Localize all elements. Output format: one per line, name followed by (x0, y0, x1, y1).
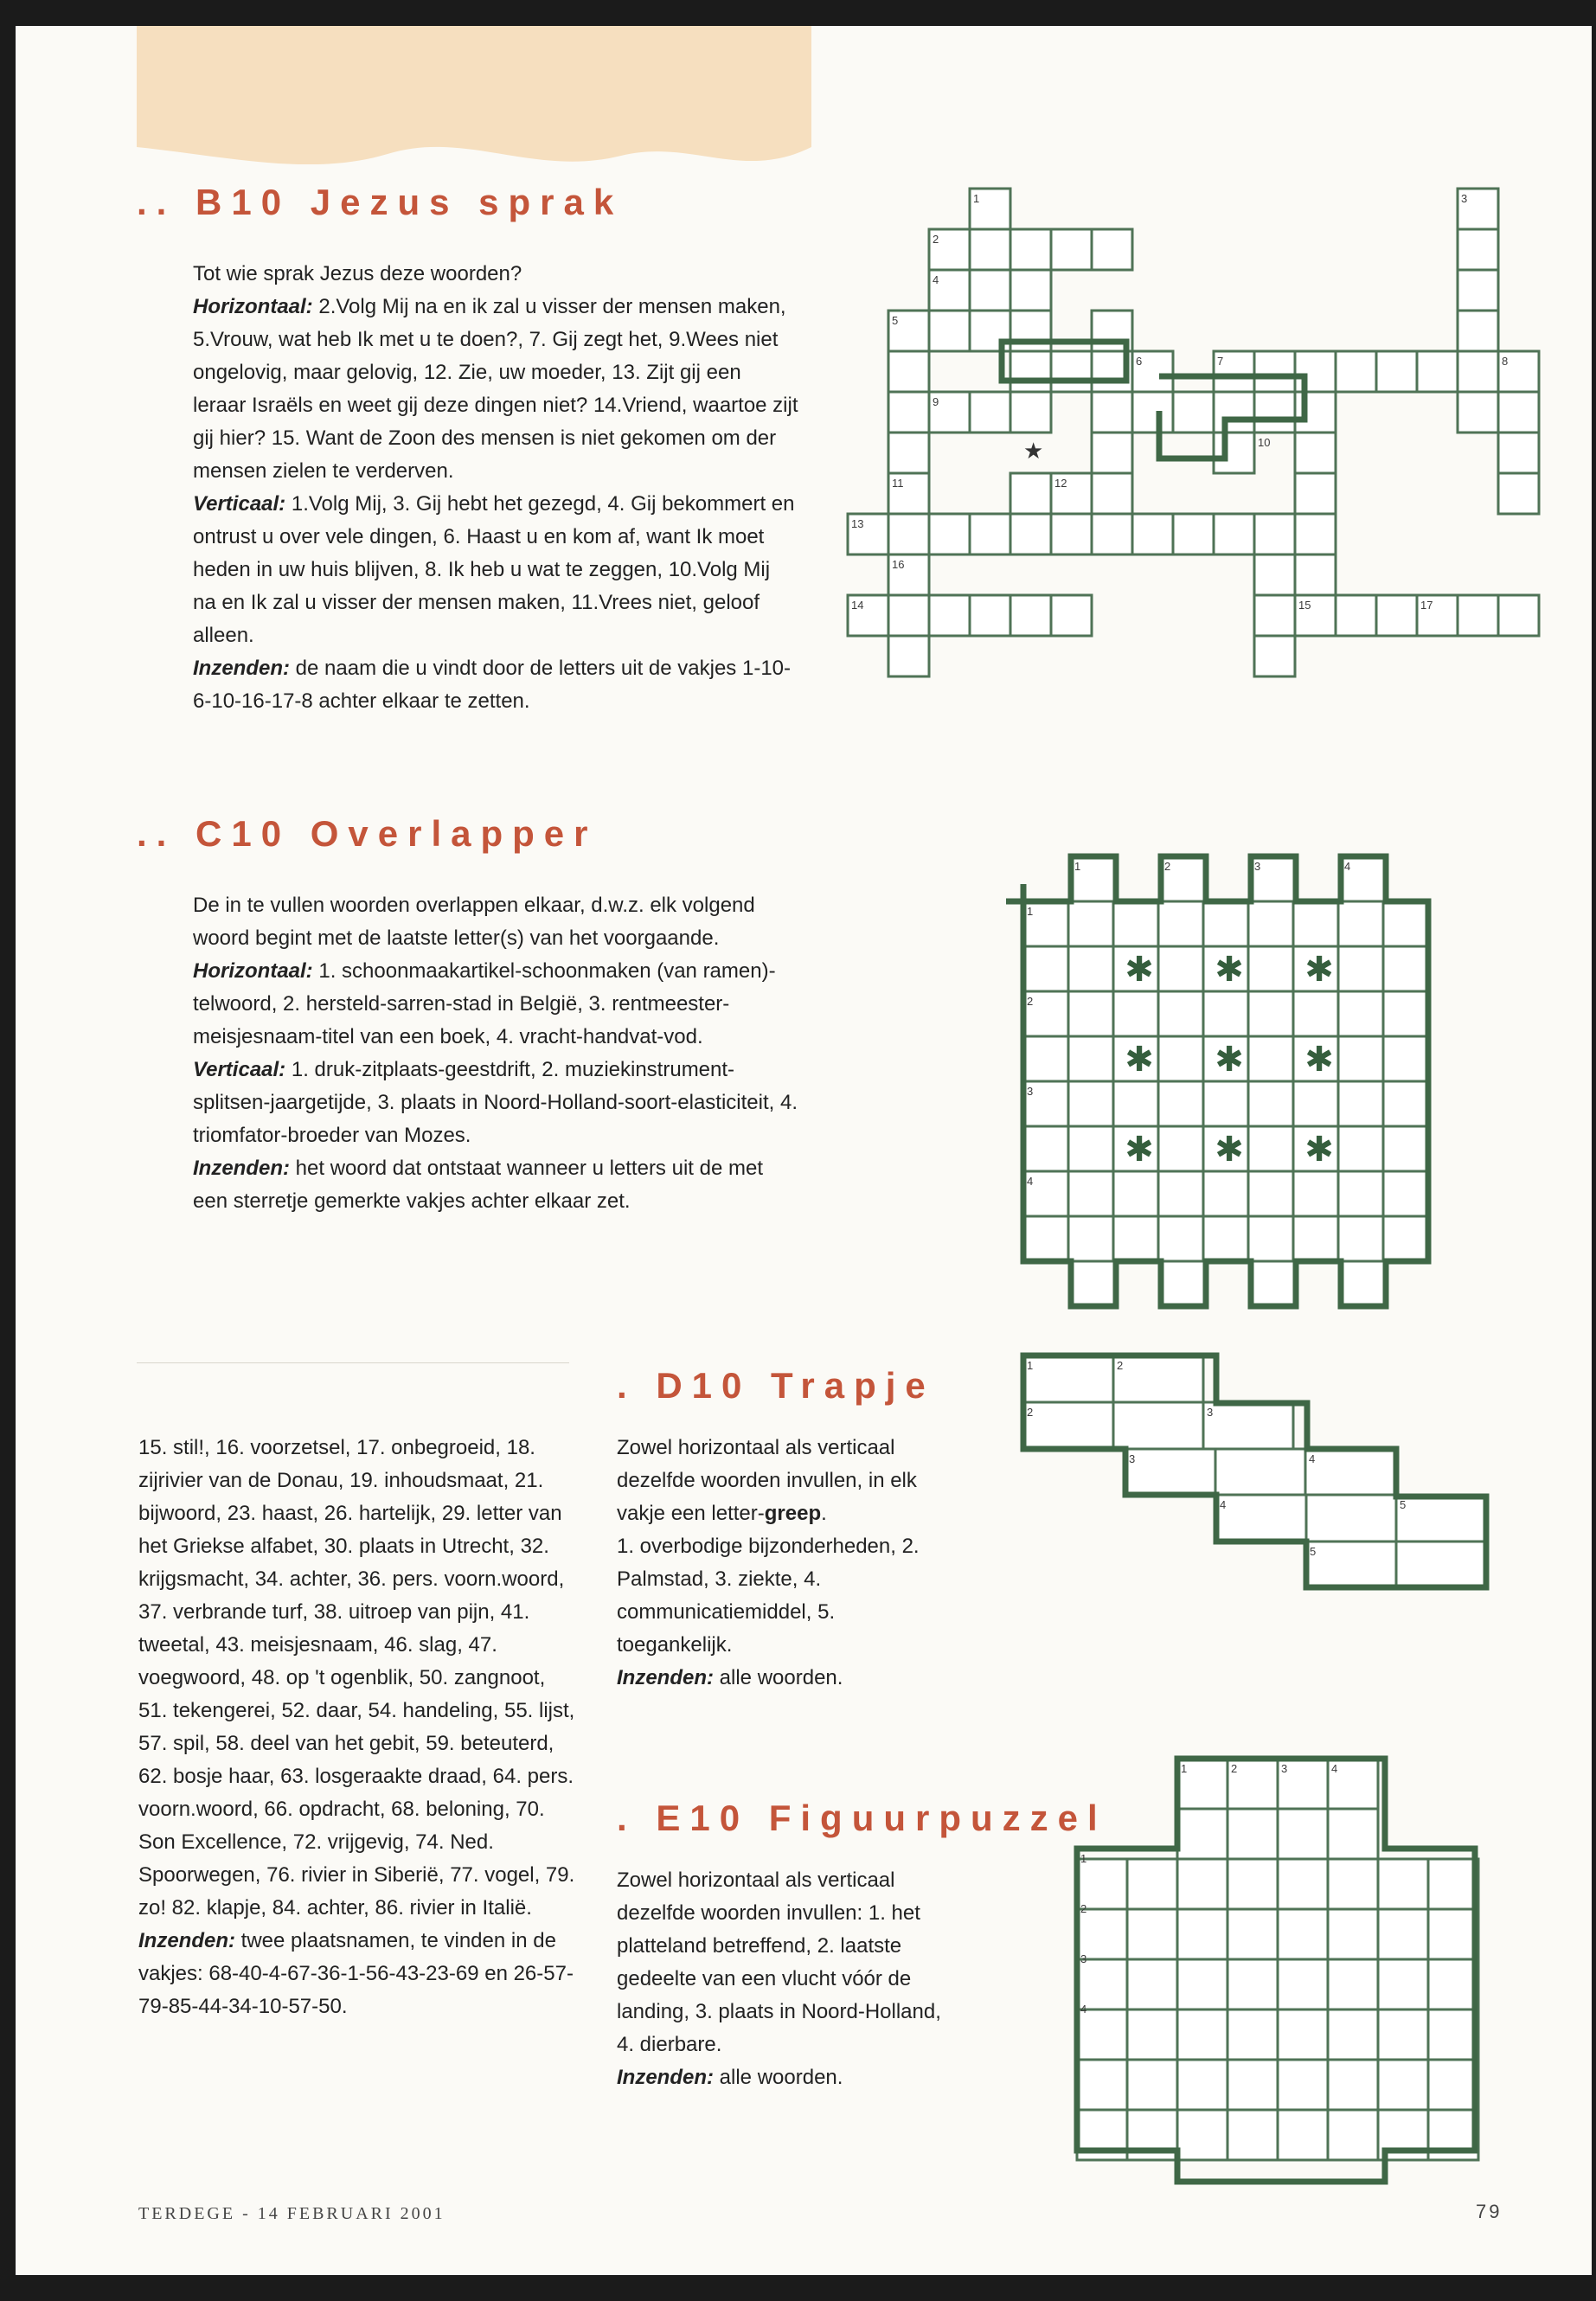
cell-number: 16 (892, 558, 905, 571)
b10-cell[interactable] (1010, 270, 1051, 311)
e10-cell[interactable] (1127, 1959, 1177, 2009)
asterisk-icon: ✱ (1304, 950, 1334, 990)
d10-title: . D10 Trapje (617, 1365, 935, 1406)
c10-cell[interactable] (1338, 1036, 1383, 1081)
b10-cell[interactable] (1254, 514, 1295, 554)
cell-number: 4 (1080, 2003, 1087, 2016)
cell-number: 9 (933, 395, 939, 408)
e10-cell[interactable] (1127, 1909, 1177, 1959)
c10-cell[interactable] (1113, 1216, 1158, 1261)
c10-cell[interactable] (1203, 1081, 1248, 1126)
cell-number: 7 (1217, 355, 1224, 368)
cell-number: 3 (1080, 1952, 1087, 1965)
b10-cell[interactable] (888, 636, 929, 676)
b10-star-icon: ★ (1023, 439, 1044, 465)
e10-cell[interactable] (1378, 2009, 1428, 2060)
e10-cell[interactable] (1278, 1909, 1328, 1959)
c10-cell[interactable] (1113, 901, 1158, 946)
e10-cell[interactable] (1227, 2110, 1278, 2160)
e10-cell[interactable] (1278, 1809, 1328, 1859)
c10-cell[interactable] (1293, 991, 1338, 1036)
cell-number: 3 (1027, 1085, 1034, 1098)
cell-number: 8 (1502, 355, 1509, 368)
b10-crossword-grid[interactable] (829, 182, 1521, 770)
b10-cell[interactable] (1173, 392, 1214, 433)
prev-clues: 15. stil!, 16. voorzetsel, 17. onbegroeid, 18. zijrivier van de Donau, 19. inhoudsmaat, 21. bijwoord, 23. haast, 26. hartelijk, 29. letter van het Griekse alfabet, 30. plaats in Utrecht, 32. krijgsmacht, 34. achter, 36. pers. voorn.woord, 37. verbrande turf, 38. uitroep van pijn, 41. tweetal, 43. meisjesnaam, 46. slag, 47. voegwoord, 48. op 't ogenblik, 50. zangnoot, 51. tekengerei, 52. daar, 54. handeling, 55. lijst, 57. spil, 58. deel van het gebit, 59. beteuterd, 62. bosje haar, 63. losgeraakte draad, 64. pers. voorn.woord, 66. opdracht, 68. beloning, 70. Son Excellence, 72. vrijgevig, 74. Ned. Spoorwegen, 76. rivier in Siberië, 77. vogel, 79. zo! 82. klapje, 84. achter, 86. rivier in Italië. (138, 1436, 575, 1920)
c10-cell[interactable] (1293, 901, 1338, 946)
d10-submit-label: Inzenden: (617, 1666, 714, 1689)
cell-number: 3 (1281, 1762, 1288, 1775)
b10-cell[interactable] (1295, 514, 1336, 554)
c10-cell[interactable] (1383, 991, 1428, 1036)
e10-cell[interactable] (1278, 2110, 1328, 2160)
c10-cell[interactable] (1293, 1081, 1338, 1126)
e10-cell[interactable] (1328, 1859, 1378, 1909)
d10-intro: Zowel horizontaal als verticaal dezelfde woorden invullen, in elk vakje een letter- (617, 1436, 917, 1525)
c10-cell[interactable] (1158, 1036, 1203, 1081)
b10-cell[interactable] (1092, 514, 1132, 554)
c10-cell[interactable] (1068, 1171, 1113, 1216)
asterisk-icon: ✱ (1304, 1040, 1334, 1080)
b10-cell[interactable] (1458, 392, 1498, 433)
e10-cell[interactable] (1328, 1959, 1378, 2009)
b10-cell[interactable] (1254, 351, 1295, 392)
column-divider (137, 1362, 569, 1363)
e10-text (617, 1864, 945, 2094)
b10-cell[interactable] (1010, 595, 1051, 636)
b10-cell[interactable] (1498, 433, 1539, 473)
d10-cell[interactable] (1306, 1495, 1396, 1541)
e10-cell[interactable] (1278, 1859, 1328, 1909)
b10-cell[interactable] (1051, 229, 1092, 270)
cell-number: 4 (1027, 1175, 1034, 1188)
c10-cell[interactable] (1248, 991, 1293, 1036)
c10-cell[interactable] (1158, 946, 1203, 991)
cell-number: 13 (851, 517, 864, 530)
e10-cell[interactable] (1328, 2060, 1378, 2110)
c10-cell[interactable] (1338, 991, 1383, 1036)
cell-number: 6 (1136, 355, 1143, 368)
e10-cell[interactable] (1378, 1859, 1428, 1909)
e10-cell[interactable] (1177, 1909, 1227, 1959)
e10-figuurpuzzel-grid[interactable] (1062, 1756, 1486, 2189)
c10-horizontal-label: Horizontaal: (193, 959, 313, 983)
b10-cell[interactable] (1458, 351, 1498, 392)
b10-cell[interactable] (1051, 514, 1092, 554)
c10-submit-label: Inzenden: (193, 1157, 290, 1180)
e10-cell[interactable] (1378, 1959, 1428, 2009)
c10-cell[interactable] (1068, 946, 1113, 991)
c10-cell[interactable] (1071, 1261, 1116, 1306)
c10-cell[interactable] (1248, 1216, 1293, 1261)
b10-submit-label: Inzenden: (193, 657, 290, 680)
b10-cell[interactable] (1254, 392, 1295, 433)
b10-cell[interactable] (970, 514, 1010, 554)
b10-cell[interactable] (1051, 595, 1092, 636)
cell-number: 4 (1344, 860, 1351, 873)
d10-cell[interactable] (1125, 1449, 1215, 1496)
asterisk-icon: ✱ (1215, 1040, 1244, 1080)
b10-cell[interactable] (1336, 351, 1376, 392)
cell-number: 15 (1298, 599, 1311, 612)
cell-number: 4 (933, 273, 939, 286)
e10-cell[interactable] (1177, 1859, 1227, 1909)
cell-number: 12 (1054, 477, 1067, 490)
c10-cell[interactable] (1293, 1171, 1338, 1216)
cell-number: 2 (1027, 1406, 1034, 1419)
e10-cell[interactable] (1428, 1909, 1478, 1959)
page-number: 79 (1476, 2201, 1503, 2222)
b10-cell[interactable] (1295, 351, 1336, 392)
c10-cell[interactable] (1023, 946, 1068, 991)
b10-cell[interactable] (888, 351, 929, 392)
d10-cell[interactable] (1396, 1541, 1486, 1588)
c10-cell[interactable] (1248, 1171, 1293, 1216)
b10-intro: Tot wie sprak Jezus deze woorden? (193, 262, 522, 285)
d10-clues: 1. overbodige bijzonderheden, 2. Palmstad, 3. ziekte, 4. communicatiemiddel, 5. toegankelijk. (617, 1535, 920, 1657)
cell-number: 3 (1254, 860, 1261, 873)
c10-cell[interactable] (1068, 991, 1113, 1036)
c10-cell[interactable] (1068, 1216, 1113, 1261)
b10-cell[interactable] (1010, 473, 1051, 514)
cell-number: 5 (892, 314, 899, 327)
b10-cell[interactable] (1295, 554, 1336, 595)
e10-cell[interactable] (1227, 1809, 1278, 1859)
c10-cell[interactable] (1383, 901, 1428, 946)
b10-cell[interactable] (929, 514, 970, 554)
c10-cell[interactable] (1161, 1261, 1206, 1306)
d10-intro-end: . (821, 1502, 827, 1525)
b10-cell[interactable] (1010, 351, 1051, 392)
c10-title: .. C10 Overlapper (137, 813, 598, 854)
asterisk-icon: ✱ (1125, 1040, 1154, 1080)
b10-cell[interactable] (1295, 433, 1336, 473)
b10-cell[interactable] (1092, 433, 1132, 473)
c10-cell[interactable] (1158, 901, 1203, 946)
b10-cell[interactable] (1254, 595, 1295, 636)
c10-submit-text: het woord dat ontstaat wanneer u letters uit de met een sterretje gemerkte vakjes achter elkaar zet. (193, 1157, 763, 1213)
cell-number: 5 (1400, 1498, 1407, 1511)
b10-cell[interactable] (1458, 311, 1498, 351)
b10-cell[interactable] (1132, 392, 1173, 433)
cell-number: 2 (1117, 1359, 1124, 1372)
e10-cell[interactable] (1328, 2110, 1378, 2160)
cell-number: 3 (1461, 192, 1468, 205)
b10-cell[interactable] (970, 392, 1010, 433)
e10-cell[interactable] (1077, 2009, 1127, 2060)
cell-number: 5 (1310, 1545, 1317, 1558)
c10-cell[interactable] (1383, 1216, 1428, 1261)
cell-number: 3 (1129, 1452, 1136, 1465)
c10-cell[interactable] (1203, 1216, 1248, 1261)
asterisk-icon: ✱ (1125, 1130, 1154, 1170)
cell-number: 11 (892, 477, 904, 490)
e10-cell[interactable] (1227, 1859, 1278, 1909)
e10-cell[interactable] (1227, 1909, 1278, 1959)
c10-cell[interactable] (1023, 1126, 1068, 1171)
asterisk-icon: ✱ (1215, 1130, 1244, 1170)
d10-cell[interactable] (1023, 1402, 1113, 1449)
d10-intro-bold: greep (764, 1502, 822, 1525)
c10-cell[interactable] (1338, 1171, 1383, 1216)
c10-cell[interactable] (1383, 1081, 1428, 1126)
c10-overlapper-grid[interactable] (1006, 843, 1447, 1302)
c10-cell[interactable] (1248, 946, 1293, 991)
magazine-page (16, 26, 1592, 2275)
header-banner (137, 26, 811, 164)
cell-number: 17 (1420, 599, 1433, 612)
c10-cell[interactable] (1203, 901, 1248, 946)
c10-cell[interactable] (1383, 1171, 1428, 1216)
e10-cell[interactable] (1227, 2009, 1278, 2060)
c10-cell[interactable] (1023, 1216, 1068, 1261)
b10-cell[interactable] (1458, 229, 1498, 270)
b10-cell[interactable] (929, 595, 970, 636)
b10-cell[interactable] (1092, 229, 1132, 270)
c10-cell[interactable] (1203, 1171, 1248, 1216)
b10-cell[interactable] (888, 595, 929, 636)
cell-number: 1 (1027, 905, 1034, 918)
e10-cell[interactable] (1227, 2060, 1278, 2110)
cell-number: 1 (1181, 1762, 1188, 1775)
e10-cell[interactable] (1177, 2060, 1227, 2110)
b10-cell[interactable] (1214, 514, 1254, 554)
e10-cell[interactable] (1127, 2060, 1177, 2110)
b10-submit-text: de naam die u vindt door de letters uit de vakjes 1-10-6-10-16-17-8 achter elkaar te zetten. (193, 657, 792, 713)
c10-cell[interactable] (1383, 1036, 1428, 1081)
e10-cell[interactable] (1428, 2060, 1478, 2110)
cell-number: 10 (1258, 436, 1271, 449)
cell-number: 2 (933, 233, 939, 246)
b10-cell[interactable] (1173, 514, 1214, 554)
prev-clues-text (138, 1432, 580, 2023)
c10-cell[interactable] (1248, 1126, 1293, 1171)
b10-cell[interactable] (1092, 392, 1132, 433)
c10-cell[interactable] (1158, 1171, 1203, 1216)
e10-intro: Zowel horizontaal als verticaal dezelfde woorden invullen: 1. het platteland betreffend, 2. laatste gedeelte van een vlucht vóór de landing, 3. plaats in Noord-Holland, 4. dierbare. (617, 1868, 941, 2056)
d10-cell[interactable] (1396, 1495, 1486, 1541)
b10-cell[interactable] (1295, 392, 1336, 433)
b10-cell[interactable] (929, 311, 970, 351)
c10-cell[interactable] (1251, 1261, 1296, 1306)
e10-cell[interactable] (1278, 2060, 1328, 2110)
b10-cell[interactable] (1498, 473, 1539, 514)
b10-cell[interactable] (888, 514, 929, 554)
cell-number: 1 (1074, 860, 1081, 873)
c10-cell[interactable] (1113, 1171, 1158, 1216)
asterisk-icon: ✱ (1215, 950, 1244, 990)
c10-cell[interactable] (1068, 1081, 1113, 1126)
e10-cell[interactable] (1278, 2009, 1328, 2060)
cell-number: 2 (1231, 1762, 1238, 1775)
c10-cell[interactable] (1068, 901, 1113, 946)
asterisk-icon: ✱ (1125, 950, 1154, 990)
d10-submit-text: alle woorden. (719, 1666, 843, 1689)
e10-cell[interactable] (1177, 1809, 1227, 1859)
c10-vertical-clues: 1. druk-zitplaats-geestdrift, 2. muziekinstrument-splitsen-jaargetijde, 3. plaats in Noord-Holland-soort-elasticiteit, 4. triomfator-broeder van Mozes. (193, 1058, 798, 1147)
b10-cell[interactable] (970, 229, 1010, 270)
c10-vertical-label: Verticaal: (193, 1058, 286, 1081)
c10-cell[interactable] (1338, 901, 1383, 946)
c10-cell[interactable] (1203, 991, 1248, 1036)
b10-cell[interactable] (888, 392, 929, 433)
asterisk-icon: ✱ (1304, 1130, 1334, 1170)
d10-cell[interactable] (1023, 1356, 1113, 1402)
cell-number: 4 (1331, 1762, 1338, 1775)
prev-submit-label: Inzenden: (138, 1929, 235, 1952)
e10-submit-label: Inzenden: (617, 2066, 714, 2089)
d10-cell[interactable] (1203, 1402, 1293, 1449)
d10-cell[interactable] (1113, 1356, 1203, 1402)
cell-number: 3 (1207, 1406, 1214, 1419)
c10-cell[interactable] (1068, 1036, 1113, 1081)
c10-cell[interactable] (1293, 1216, 1338, 1261)
b10-cell[interactable] (970, 595, 1010, 636)
e10-cell[interactable] (1077, 2060, 1127, 2110)
b10-cell[interactable] (1214, 392, 1254, 433)
cell-number: 2 (1164, 860, 1171, 873)
e10-cell[interactable] (1278, 1959, 1328, 2009)
c10-cell[interactable] (1248, 1036, 1293, 1081)
b10-cell[interactable] (1051, 351, 1092, 392)
c10-cell[interactable] (1248, 1081, 1293, 1126)
b10-cell[interactable] (1254, 636, 1295, 676)
e10-cell[interactable] (1328, 2009, 1378, 2060)
e10-cell[interactable] (1428, 2009, 1478, 2060)
d10-cell[interactable] (1305, 1449, 1395, 1496)
b10-cell[interactable] (1010, 514, 1051, 554)
e10-cell[interactable] (1378, 1909, 1428, 1959)
b10-cell[interactable] (1295, 473, 1336, 514)
e10-cell[interactable] (1227, 1959, 1278, 2009)
e10-title: . E10 Figuurpuzzel (617, 1798, 1107, 1838)
e10-cell[interactable] (1177, 2110, 1227, 2160)
b10-cell[interactable] (970, 270, 1010, 311)
d10-text (617, 1432, 945, 1695)
c10-cell[interactable] (1338, 1126, 1383, 1171)
b10-horizontal-label: Horizontaal: (193, 295, 313, 318)
c10-intro: De in te vullen woorden overlappen elkaar, d.w.z. elk volgend woord begint met de laatste letter(s) van het voorgaande. (193, 894, 755, 950)
b10-horizontal-clues: 2.Volg Mij na en ik zal u visser der mensen maken, 5.Vrouw, wat heb Ik met u te doen?, 7. Gij zegt het, 9.Wees niet ongelovig, maar gelovig, 12. Zie, uw moeder, 13. Zijt gij een leraar Israëls en weet gij deze dingen niet? 14.Vriend, waartoe zijt gij hier? 15. Want de Zoon des mensen is niet gekomen om der mensen zielen te verderven. (193, 295, 798, 483)
c10-text (193, 889, 798, 1218)
b10-cell[interactable] (1010, 229, 1051, 270)
b10-cell[interactable] (1458, 270, 1498, 311)
b10-cell[interactable] (1336, 595, 1376, 636)
b10-cell[interactable] (1214, 433, 1254, 473)
c10-cell[interactable] (1113, 991, 1158, 1036)
c10-cell[interactable] (1383, 1126, 1428, 1171)
c10-cell[interactable] (1158, 1126, 1203, 1171)
cell-number: 1 (1027, 1359, 1034, 1372)
d10-cell[interactable] (1306, 1541, 1396, 1588)
e10-cell[interactable] (1328, 1809, 1378, 1859)
b10-text (193, 258, 798, 718)
b10-cell[interactable] (1458, 595, 1498, 636)
e10-cell[interactable] (1127, 2009, 1177, 2060)
c10-cell[interactable] (1158, 991, 1203, 1036)
e10-cell[interactable] (1428, 1859, 1478, 1909)
prev-submit-text: twee plaatsnamen, te vinden in de vakjes: 68-40-4-67-36-1-56-43-23-69 en 26-57-79-85-44-34-10-57-50. (138, 1929, 574, 2018)
d10-cell[interactable] (1215, 1449, 1305, 1496)
cell-number: 1 (1080, 1852, 1087, 1865)
c10-cell[interactable] (1341, 1261, 1386, 1306)
c10-cell[interactable] (1338, 946, 1383, 991)
c10-cell[interactable] (1113, 1081, 1158, 1126)
c10-cell[interactable] (1158, 1216, 1203, 1261)
b10-cell[interactable] (1010, 311, 1051, 351)
b10-cell[interactable] (1376, 351, 1417, 392)
cell-number: 2 (1027, 995, 1034, 1008)
e10-cell[interactable] (1328, 1909, 1378, 1959)
b10-cell[interactable] (888, 433, 929, 473)
c10-cell[interactable] (1023, 1036, 1068, 1081)
d10-cell[interactable] (1216, 1495, 1306, 1541)
b10-cell[interactable] (1092, 473, 1132, 514)
e10-cell[interactable] (1127, 1859, 1177, 1909)
b10-cell[interactable] (1417, 351, 1458, 392)
b10-cell[interactable] (1010, 392, 1051, 433)
b10-vertical-label: Verticaal: (193, 492, 286, 516)
b10-title: .. B10 Jezus sprak (137, 182, 624, 222)
cell-number: 4 (1220, 1498, 1227, 1511)
c10-horizontal-clues: 1. schoonmaakartikel-schoonmaken (van ramen)-telwoord, 2. hersteld-sarren-stad in België, 3. rentmeester-meisjesnaam-titel van een boek, 4. vracht-handvat-vod. (193, 959, 776, 1048)
c10-cell[interactable] (1158, 1081, 1203, 1126)
d10-trapje-grid[interactable] (1010, 1349, 1495, 1635)
c10-cell[interactable] (1338, 1081, 1383, 1126)
c10-cell[interactable] (1383, 946, 1428, 991)
b10-cell[interactable] (1498, 595, 1539, 636)
b10-vertical-clues: 1.Volg Mij, 3. Gij hebt het gezegd, 4. Gij bekommert en ontrust u over vele dingen, 6. Haast u en kom af, want Ik moet heden in uw huis blijven, 8. Ik heb u wat te zeggen, 10.Volg Mij na en Ik zal u visser der mensen maken, 11.Vrees niet, geloof alleen. (193, 492, 795, 647)
e10-cell[interactable] (1177, 2009, 1227, 2060)
d10-cell[interactable] (1113, 1402, 1203, 1449)
e10-cell[interactable] (1378, 2060, 1428, 2110)
b10-cell[interactable] (1254, 554, 1295, 595)
b10-cell[interactable] (1132, 514, 1173, 554)
cell-number: 14 (851, 599, 864, 612)
cell-number: 1 (973, 192, 980, 205)
b10-cell[interactable] (1376, 595, 1417, 636)
e10-cell[interactable] (1177, 1959, 1227, 2009)
cell-number: 2 (1080, 1902, 1087, 1915)
c10-cell[interactable] (1248, 901, 1293, 946)
cell-number: 4 (1309, 1452, 1316, 1465)
footer-magazine-date: TERDEGE - 14 FEBRUARI 2001 (138, 2204, 445, 2223)
e10-submit-text: alle woorden. (719, 2066, 843, 2089)
b10-cell[interactable] (1498, 392, 1539, 433)
e10-cell[interactable] (1428, 1959, 1478, 2009)
c10-cell[interactable] (1068, 1126, 1113, 1171)
c10-cell[interactable] (1338, 1216, 1383, 1261)
